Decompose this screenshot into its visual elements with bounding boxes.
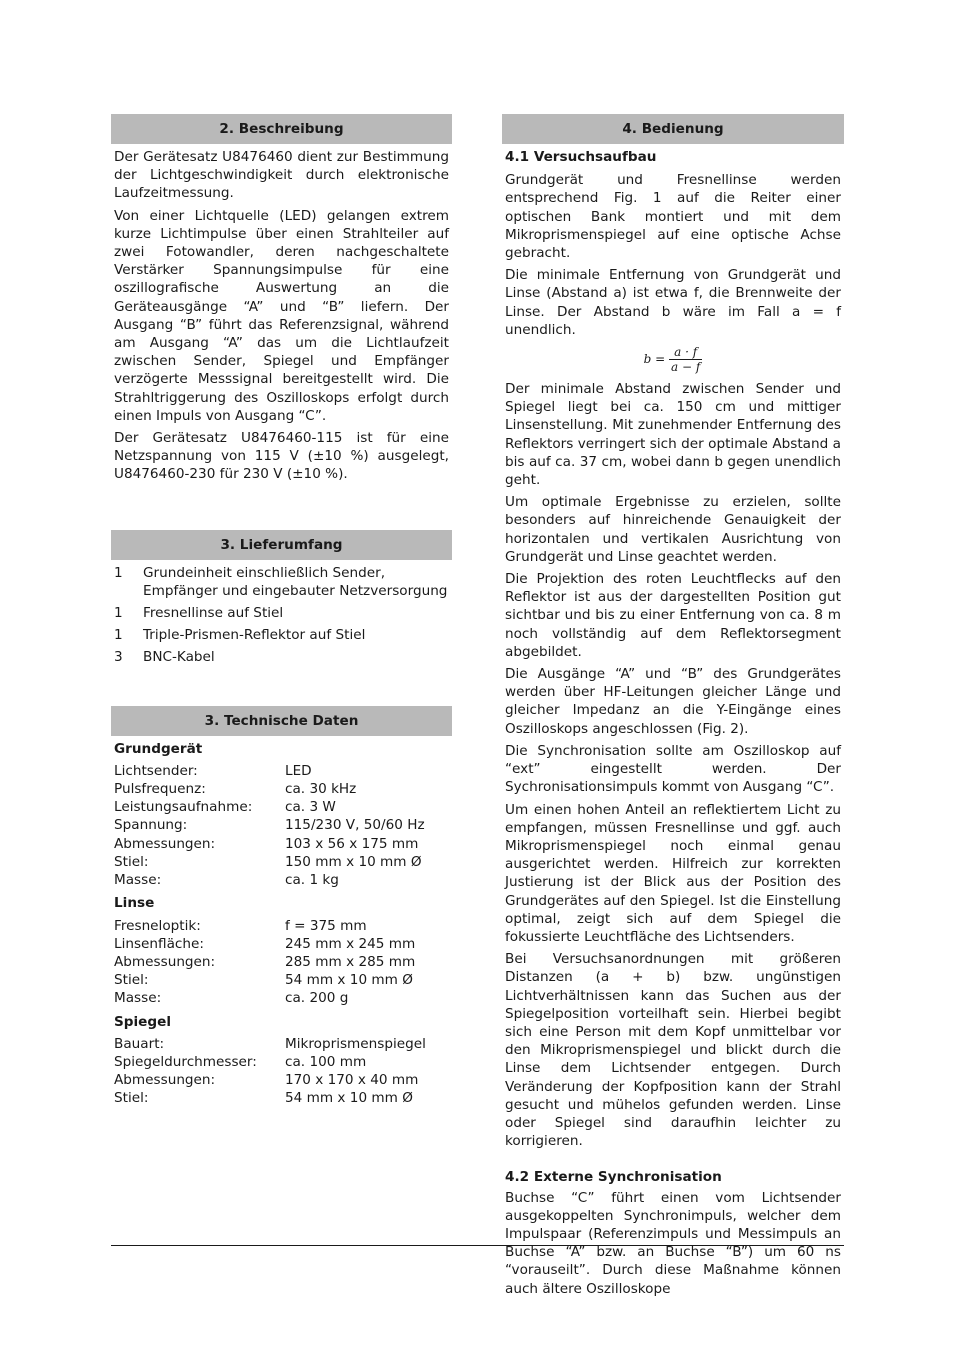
versuchsaufbau-paragraph: Die Projektion des roten Leuchtflecks auf den Reflektor ist aus der dargestellten Position gut sichtbar und bis zu einer Entfernung von ca. 8 m noch vollständig auf dem Reflektorsegment abgebildet. — [505, 571, 841, 660]
beschreibung-paragraph-1: Der Gerätesatz U8476460 dient zur Bestimmung der Lichtgeschwindigkeit durch elektronische Laufzeitmessung. — [114, 149, 449, 202]
spec-key: Abmessungen: — [114, 953, 216, 970]
spec-row — [114, 780, 449, 798]
item-quantity: 3 — [114, 649, 123, 666]
spec-row — [114, 871, 449, 889]
versuchsaufbau-paragraph: Um optimale Ergebnisse zu erzielen, sollte besonders auf hinreichende Genauigkeit der horizontalen und vertikalen Ausrichtung von Grundgerät und Linse geachtet werden. — [505, 494, 841, 565]
versuchsaufbau-paragraph: Um einen hohen Anteil an reflektiertem Licht zu empfangen, müssen Fresnellinse und ggf. auch Mikroprismenspiegel noch einmal genau ausgerichtet werden. Hilfreich zur korrekten Justierung ist der Blick aus der Position des Grundgerätes auf den Spiegel. Ist die Einstellung optimal, zeigt sich auf dem Spiegel die fokussierte Leuchtfläche des Lichtsenders. — [505, 801, 841, 945]
lens-formula — [505, 345, 841, 374]
item-text: Grundeinheit einschließlich Sender, Empfänger und eingebauter Netzversorgung — [143, 564, 448, 599]
spec-value: 285 mm x 285 mm — [285, 953, 416, 970]
specs-linse — [114, 917, 449, 1008]
spec-key: Stiel: — [114, 1090, 149, 1107]
subheading-linse: Linse — [114, 895, 155, 912]
spec-row — [114, 989, 449, 1007]
spec-value: Mikroprismenspiegel — [285, 1035, 426, 1052]
spec-key: Spannung: — [114, 817, 188, 834]
spec-row — [114, 835, 449, 853]
spec-value: 103 x 56 x 175 mm — [285, 835, 419, 852]
subheading-externe-synchronisation: 4.2 Externe Synchronisation — [505, 1169, 722, 1186]
section-heading-bedienung: 4. Bedienung — [502, 114, 844, 144]
spec-row — [114, 917, 449, 935]
subheading-versuchsaufbau: 4.1 Versuchsaufbau — [505, 149, 657, 165]
section-heading-lieferumfang: 3. Lieferumfang — [111, 530, 452, 560]
formula-lhs: b = — [643, 352, 666, 367]
spec-key: Pulsfrequenz: — [114, 781, 206, 798]
item-text: Triple-Prismen-Reflektor auf Stiel — [143, 627, 366, 644]
versuchsaufbau-paragraph: Die Synchronisation sollte am Oszilloskop auf “ext” eingestellt werden. Der Sychronisationsimpuls kommt von Ausgang “C”. — [505, 742, 841, 796]
list-item — [114, 604, 449, 622]
spec-value: 170 x 170 x 40 mm — [285, 1072, 419, 1089]
lieferumfang-list — [111, 564, 452, 667]
spec-key: Lichtsender: — [114, 762, 198, 779]
spec-value: LED — [285, 762, 312, 779]
spec-row — [114, 762, 449, 780]
spec-value: 245 mm x 245 mm — [285, 935, 416, 952]
spec-key: Stiel: — [114, 853, 149, 870]
item-text: BNC-Kabel — [143, 649, 215, 666]
beschreibung-paragraph-3: Der Gerätesatz U8476460-115 ist für eine Netzspannung von 115 V (±10 %) ausgelegt, U8476460-230 für 230 V (±10 %). — [114, 430, 449, 483]
versuchsaufbau-paragraph: Der minimale Abstand zwischen Sender und Spiegel liegt bei ca. 150 cm und mittiger Linsenstellung. Mit zunehmender Entfernung des Reflektors verringert sich der optimale Abstand a bis auf ca. 37 cm, wobei dann b gegen unendlich geht. — [505, 381, 841, 489]
list-item — [114, 626, 449, 644]
spec-key: Stiel: — [114, 972, 149, 989]
spec-row — [114, 971, 449, 989]
formula-numerator: a · f — [669, 345, 702, 360]
section-heading-beschreibung: 2. Beschreibung — [111, 114, 452, 144]
versuchsaufbau-paragraph-2: Die minimale Entfernung von Grundgerät und Linse (Abstand a) ist etwa f, die Brennweite der Linse. Der Abstand b wäre im Fall a = f unendlich. — [505, 267, 841, 338]
formula-denominator: a − f — [671, 360, 701, 375]
spec-key: Leistungsaufnahme: — [114, 799, 253, 816]
spec-key: Abmessungen: — [114, 1072, 216, 1089]
subheading-grundgeraet: Grundgerät — [114, 740, 203, 757]
formula-fraction — [669, 345, 702, 374]
spec-key: Abmessungen: — [114, 835, 216, 852]
list-item — [114, 564, 449, 600]
right-column — [502, 114, 844, 1302]
spec-value: ca. 30 kHz — [285, 781, 357, 798]
item-quantity: 1 — [114, 564, 123, 581]
spec-key: Masse: — [114, 872, 162, 889]
spec-row — [114, 1053, 449, 1071]
spec-row — [114, 1089, 449, 1107]
specs-grundgeraet — [114, 762, 449, 889]
spec-row — [114, 853, 449, 871]
spec-value: 150 mm x 10 mm Ø — [285, 853, 422, 870]
versuchsaufbau-paragraph: Die Ausgänge “A” und “B” des Grundgerätes werden über HF-Leitungen gleicher Länge und gleicher Impedanz an die Y-Eingänge eines Oszilloskops angeschlossen (Fig. 2). — [505, 666, 841, 737]
spec-row — [114, 816, 449, 834]
specs-spiegel — [114, 1035, 449, 1108]
synchronisation-paragraph: Buchse “C” führt einen vom Lichtsender ausgekoppelten Synchronimpuls, welcher dem Impulspaar (Referenzimpuls und Messimpuls an Buchse “A” bzw. an Buchse “B”) um 60 ns “vorauseilt”. Durch diese Maßnahme können auch ältere Oszilloskope — [505, 1189, 841, 1297]
spec-row — [114, 1071, 449, 1089]
item-text: Fresnellinse auf Stiel — [143, 605, 284, 622]
item-quantity: 1 — [114, 605, 123, 622]
subheading-spiegel: Spiegel — [114, 1013, 172, 1030]
spec-value: 115/230 V, 50/60 Hz — [285, 817, 425, 834]
spec-key: Linsenfläche: — [114, 935, 204, 952]
spec-row — [114, 1035, 449, 1053]
spec-row — [114, 935, 449, 953]
spec-key: Masse: — [114, 990, 162, 1007]
spec-value: 54 mm x 10 mm Ø — [285, 1090, 413, 1107]
spec-key: Fresneloptik: — [114, 917, 201, 934]
spec-value: ca. 3 W — [285, 799, 336, 816]
spec-value: ca. 100 mm — [285, 1053, 367, 1070]
spec-value: ca. 200 g — [285, 990, 349, 1007]
item-quantity: 1 — [114, 627, 123, 644]
left-column — [111, 114, 452, 1108]
spec-key: Spiegeldurchmesser: — [114, 1053, 257, 1070]
section-heading-technische-daten: 3. Technische Daten — [111, 706, 452, 736]
list-item — [114, 648, 449, 666]
versuchsaufbau-paragraph-1: Grundgerät und Fresnellinse werden entsprechend Fig. 1 auf die Reiter einer optischen Bank montiert und mit dem Mikroprismenspiegel auf eine optische Achse gebracht. — [505, 172, 841, 262]
footer-rule — [111, 1245, 844, 1246]
spec-value: 54 mm x 10 mm Ø — [285, 972, 413, 989]
spec-row — [114, 953, 449, 971]
beschreibung-paragraph-2: Von einer Lichtquelle (LED) gelangen extrem kurze Lichtimpulse über einen Strahlteiler auf zwei Fotowandler, deren nachgeschaltete Verstärker Spannungsimpulse für eine oszillografische Auswertung an die Geräteausgänge “A” und “B” liefern. Der Ausgang “B” führt das Referenzsignal, während am Ausgang “A” das um die Lichtlaufzeit zwischen Sender, Spiegel und Empfänger verzögerte Messsignal bereitgestellt wird. Die Strahltriggerung des Oszilloskops erfolgt durch einen Impuls von Ausgang “C”. — [114, 207, 449, 424]
versuchsaufbau-paragraph: Bei Versuchsanordnungen mit größeren Distanzen (a + b) bzw. ungünstigen Lichtverhältnissen kann das Suchen aus der Spiegelposition vorteilhaft sein. Hierbei begibt sich eine Person mit dem Kopf unmittelbar vor den Mikroprismenspiegel und blickt durch die Linse dem Lichtsender entgegen. Durch Veränderung der Kopfposition kann der Strahl gesucht und mühelos gefunden werden. Linse oder Spiegel sind daraufhin leichter zu korrigieren. — [505, 951, 841, 1150]
spec-key: Bauart: — [114, 1035, 165, 1052]
spec-row — [114, 798, 449, 816]
spec-value: ca. 1 kg — [285, 872, 339, 889]
spec-value: f = 375 mm — [285, 917, 367, 934]
